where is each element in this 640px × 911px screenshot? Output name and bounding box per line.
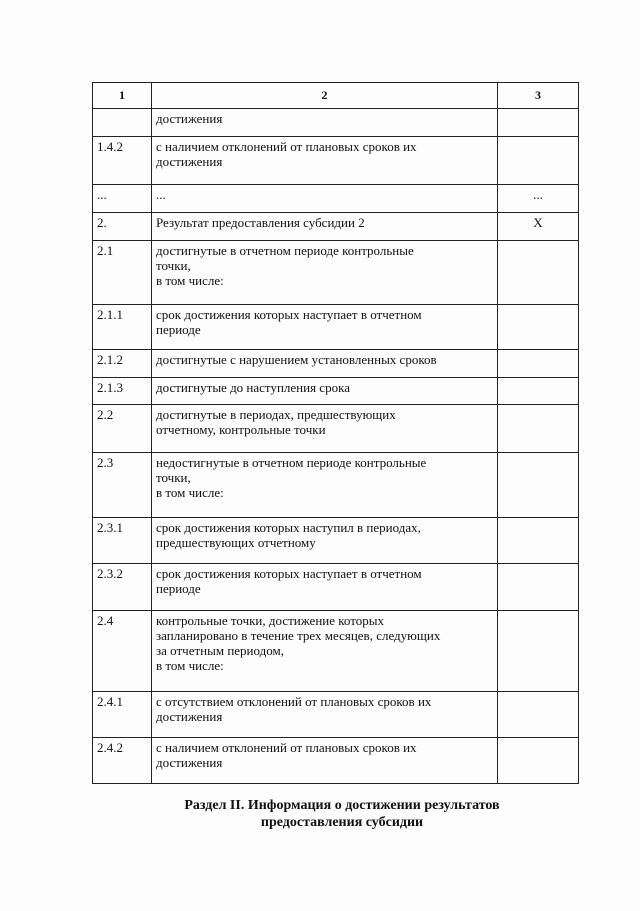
row-mark (498, 453, 579, 518)
row-text: достигнутые в периодах, предшествующих отчетному, контрольные точки (152, 405, 498, 453)
row-number: 2.1.1 (93, 305, 152, 350)
row-text: срок достижения которых наступает в отчетном периоде (152, 564, 498, 611)
table-row (93, 305, 579, 350)
row-number: 2.1.2 (93, 350, 152, 378)
table-row (93, 611, 579, 692)
row-number: 2.4.1 (93, 692, 152, 738)
row-text: достигнутые в отчетном периоде контрольные точки, в том числе: (152, 241, 498, 305)
report-table (92, 82, 579, 784)
row-mark (498, 241, 579, 305)
row-mark (498, 738, 579, 784)
table-row (93, 405, 579, 453)
row-number: 2.3.1 (93, 518, 152, 564)
row-number: ... (93, 185, 152, 213)
row-text: с отсутствием отклонений от плановых сроков их достижения (152, 692, 498, 738)
row-text: ... (152, 185, 498, 213)
table-row (93, 350, 579, 378)
row-mark (498, 305, 579, 350)
row-number: 2.4.2 (93, 738, 152, 784)
table-row (93, 564, 579, 611)
row-text: с наличием отклонений от плановых сроков их достижения (152, 137, 498, 185)
row-mark (498, 692, 579, 738)
row-text: достигнутые до наступления срока (152, 378, 498, 405)
table-row (93, 378, 579, 405)
row-number (93, 109, 152, 137)
row-text: достигнутые с нарушением установленных сроков (152, 350, 498, 378)
row-mark (498, 378, 579, 405)
row-text: срок достижения которых наступил в периодах, предшествующих отчетному (152, 518, 498, 564)
row-mark: X (498, 213, 579, 241)
table-row (93, 241, 579, 305)
row-mark (498, 109, 579, 137)
row-mark (498, 518, 579, 564)
row-number: 2.2 (93, 405, 152, 453)
row-mark (498, 137, 579, 185)
row-text: с наличием отклонений от плановых сроков их достижения (152, 738, 498, 784)
row-text: контрольные точки, достижение которых запланировано в течение трех месяцев, следующих за отчетным периодом, в том числе: (152, 611, 498, 692)
table-row (93, 213, 579, 241)
table-row (93, 185, 579, 213)
table-row (93, 692, 579, 738)
column-header-2: 2 (152, 83, 498, 109)
row-number: 2.3 (93, 453, 152, 518)
row-number: 2.4 (93, 611, 152, 692)
table-row (93, 109, 579, 137)
row-number: 1.4.2 (93, 137, 152, 185)
row-text: Результат предоставления субсидии 2 (152, 213, 498, 241)
row-mark (498, 564, 579, 611)
row-text: срок достижения которых наступает в отчетном периоде (152, 305, 498, 350)
row-mark (498, 350, 579, 378)
column-header-3: 3 (498, 83, 579, 109)
row-mark (498, 405, 579, 453)
section-heading: Раздел II. Информация о достижении результатов предоставления субсидии (184, 798, 500, 830)
row-number: 2.1.3 (93, 378, 152, 405)
table-row (93, 137, 579, 185)
row-mark (498, 611, 579, 692)
row-text: недостигнутые в отчетном периоде контрольные точки, в том числе: (152, 453, 498, 518)
row-mark: ... (498, 185, 579, 213)
table-row (93, 518, 579, 564)
row-number: 2.1 (93, 241, 152, 305)
row-text: достижения (152, 109, 498, 137)
row-number: 2.3.2 (93, 564, 152, 611)
table-header-row (93, 83, 579, 109)
row-number: 2. (93, 213, 152, 241)
table-row (93, 738, 579, 784)
column-header-1: 1 (93, 83, 152, 109)
table-row (93, 453, 579, 518)
